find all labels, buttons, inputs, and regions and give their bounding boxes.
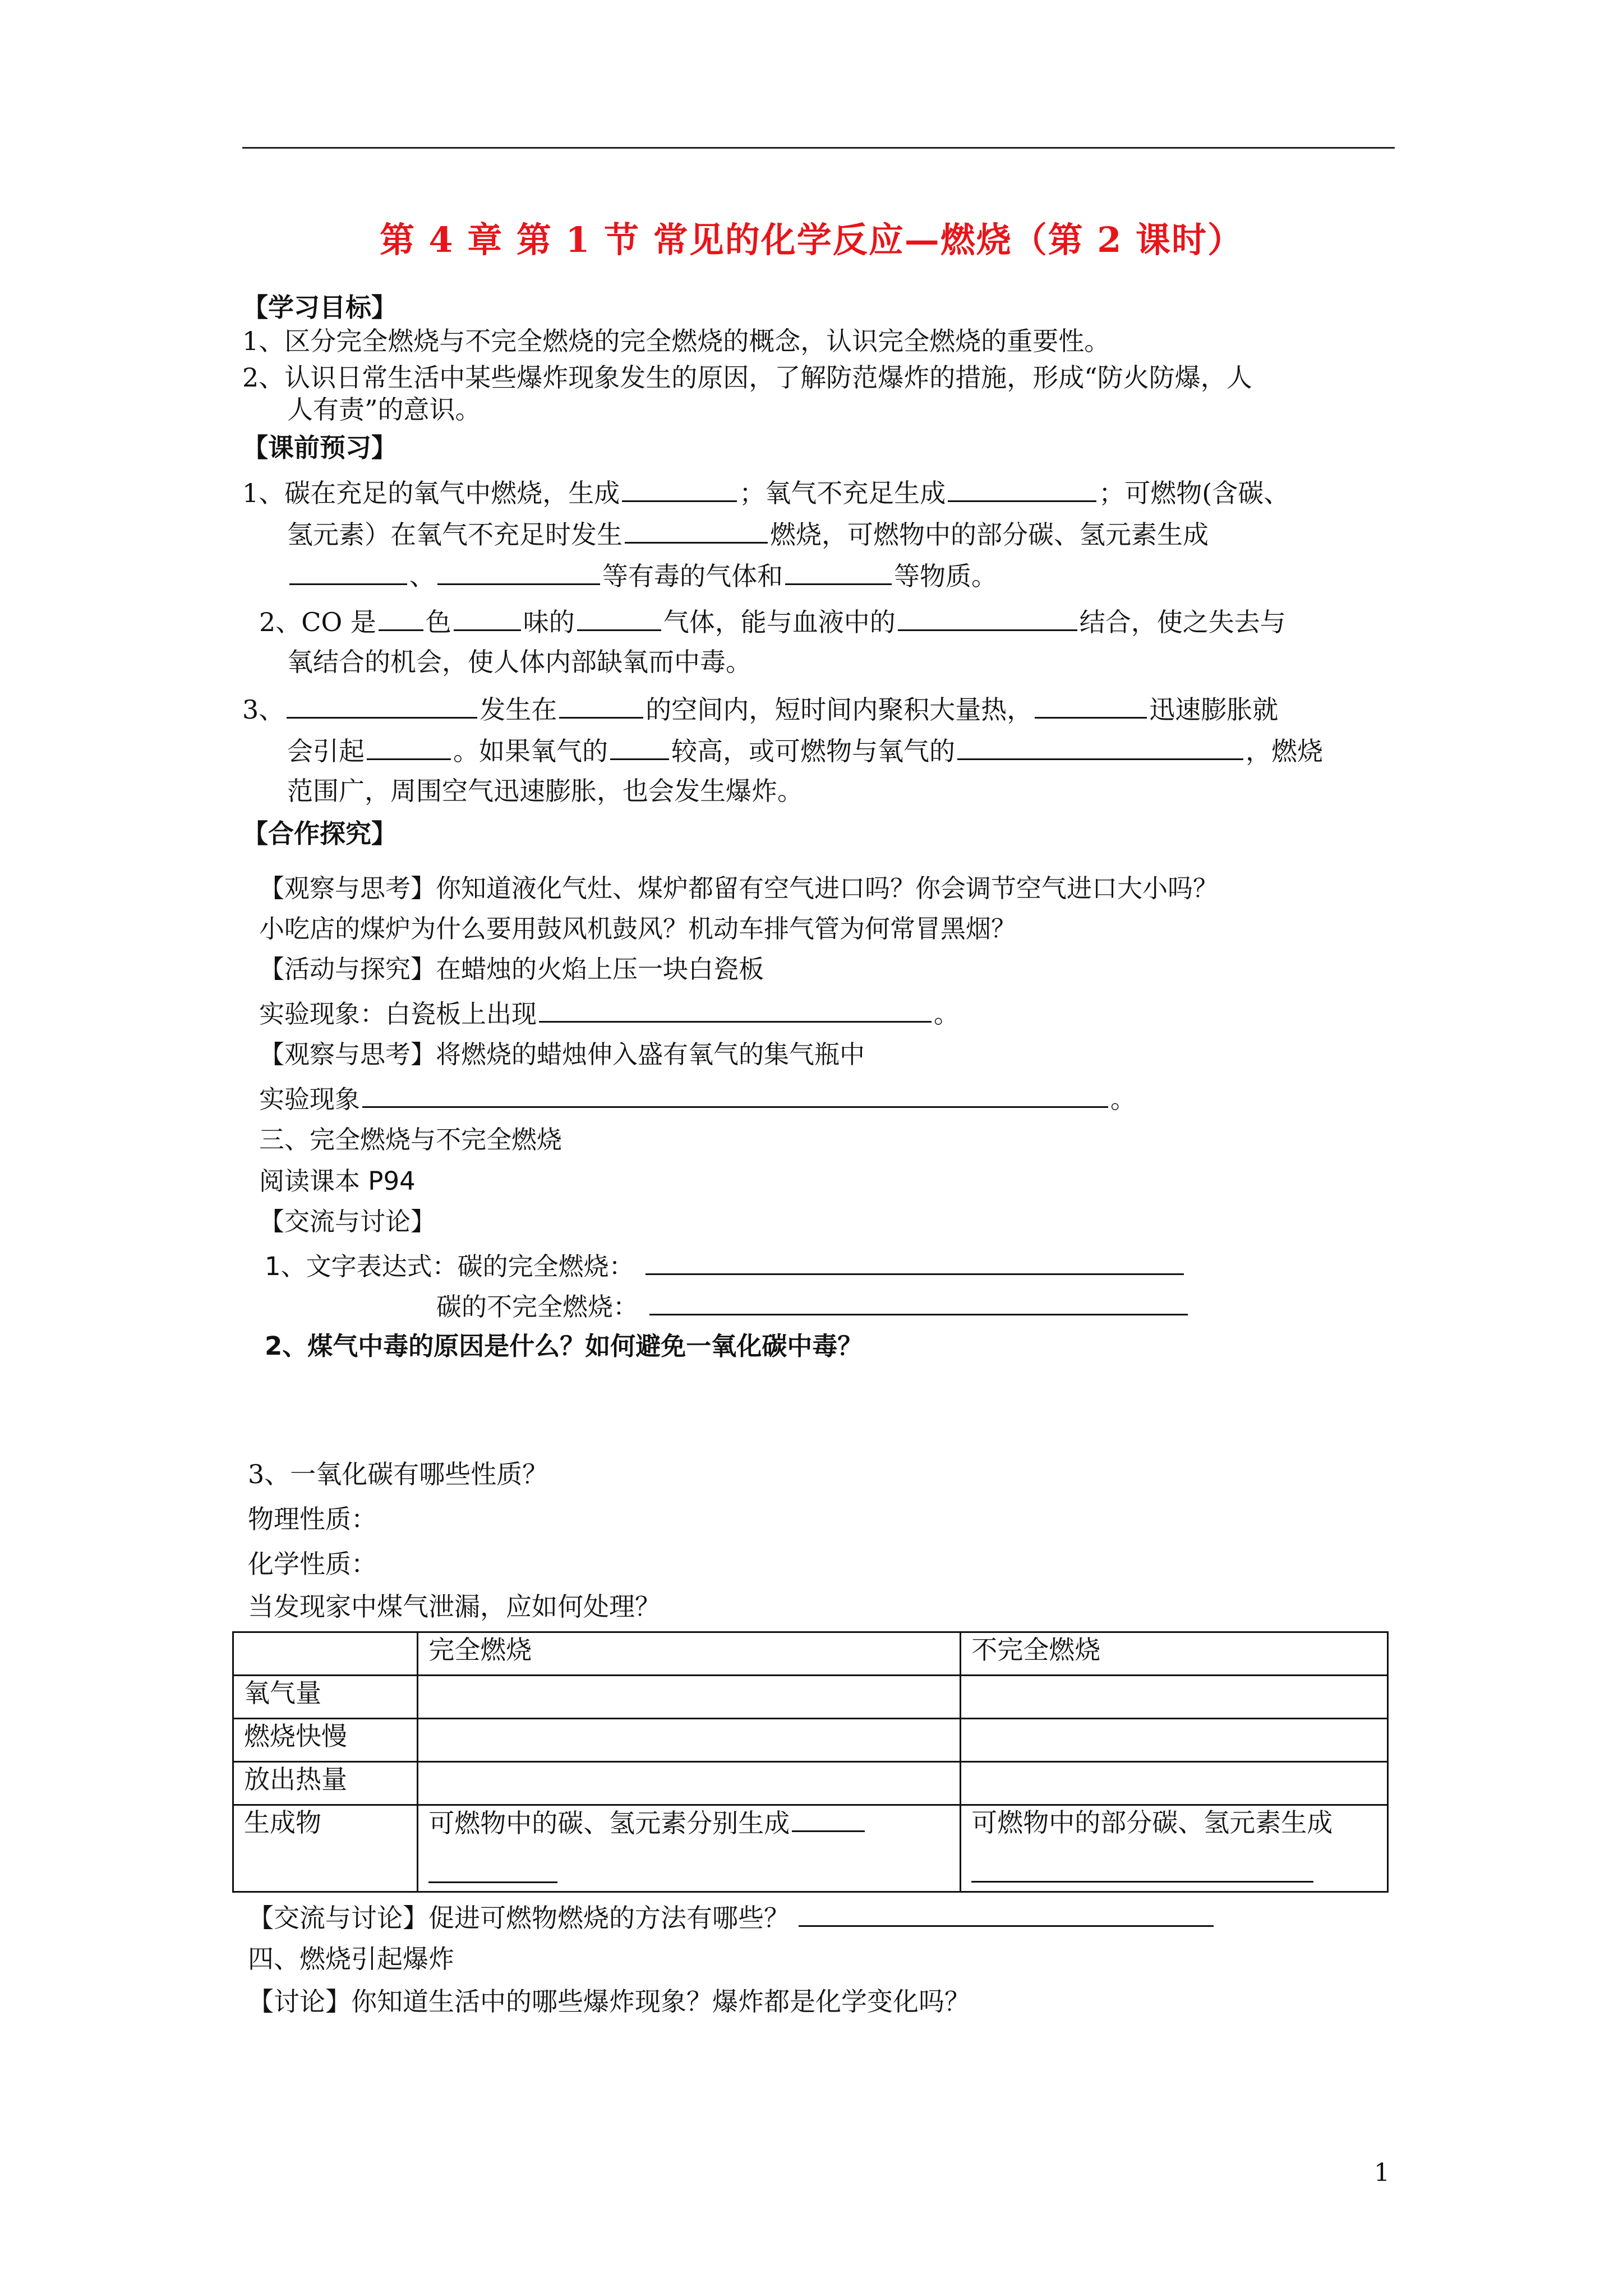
table-row — [233, 1676, 1388, 1719]
experiment-result-1 — [259, 996, 959, 1030]
blank — [1035, 692, 1147, 719]
text: 的空间内，短时间内聚积大量热， — [645, 694, 1033, 725]
text: 【交流与讨论】促进可燃物燃烧的方法有哪些？ — [248, 1903, 790, 1933]
word-equation-incomplete — [436, 1289, 1190, 1323]
chemical-properties: 化学性质： — [248, 1549, 377, 1579]
header-rule — [242, 147, 1395, 149]
discuss-heading: 【交流与讨论】 — [259, 1207, 436, 1236]
text: 。 — [1110, 1084, 1136, 1114]
text: 。如果氧气的 — [453, 736, 608, 766]
co-properties-question: 3、一氧化碳有哪些性质？ — [248, 1459, 548, 1489]
table-cell — [418, 1805, 961, 1892]
observe-think-2: 【观察与思考】将燃烧的蜡烛伸入盛有氧气的集气瓶中 — [259, 1039, 865, 1069]
preview-q3-line-1 — [242, 692, 1278, 725]
blank — [610, 734, 669, 760]
co-poisoning-question: 2、煤气中毒的原因是什么？如何避免一氧化碳中毒？ — [265, 1331, 863, 1361]
text: 等物质。 — [894, 561, 997, 591]
product-incomplete-text: 可燃物中的部分碳、氢元素生成 — [971, 1807, 1333, 1838]
table-header-cell — [233, 1632, 418, 1676]
preview-q2-line-1 — [259, 605, 1286, 638]
text: 氢元素）在氧气不充足时发生 — [287, 519, 623, 550]
page-title: 第 4 章 第 1 节 常见的化学反应—燃烧（第 2 课时） — [379, 219, 1244, 260]
objective-2-line-1: 2、认识日常生活中某些爆炸现象发生的原因，了解防范爆炸的措施，形成“防火防爆，人 — [242, 362, 1252, 393]
text: 等有毒的气体和 — [602, 561, 783, 591]
table-cell — [418, 1676, 961, 1719]
preview-q1-line-3 — [287, 559, 997, 592]
preview-q2-line-2: 氧结合的机会，使人体内部缺氧而中毒。 — [287, 647, 751, 677]
explosion-discussion: 【讨论】你知道生活中的哪些爆炸现象？爆炸都是化学变化吗？ — [248, 1986, 970, 2017]
explore-heading: 【合作探究】 — [242, 818, 397, 849]
experiment-result-2 — [259, 1082, 1136, 1115]
text: 会引起 — [287, 736, 365, 766]
cell-blank-line — [971, 1856, 1377, 1890]
text: 。 — [934, 999, 960, 1029]
blank — [649, 1289, 1188, 1315]
text: 味的 — [523, 607, 575, 637]
text: ；氧气不充足生成 — [739, 478, 946, 508]
text: ，燃烧 — [1246, 736, 1323, 766]
text: 色 — [425, 607, 451, 637]
text: 气体，能与血液中的 — [663, 607, 896, 637]
blank — [379, 605, 423, 631]
section-3-heading: 三、完全燃烧与不完全燃烧 — [259, 1125, 562, 1154]
table-header-row — [233, 1632, 1388, 1676]
row-label: 燃烧快慢 — [233, 1719, 418, 1762]
cell-blank-line — [428, 1857, 949, 1891]
preview-heading: 【课前预习】 — [242, 432, 397, 463]
blank — [957, 734, 1243, 760]
blank — [539, 996, 932, 1023]
blank — [289, 559, 407, 585]
preview-q3-line-2 — [287, 734, 1323, 767]
table-row — [233, 1762, 1388, 1805]
gas-leak-question: 当发现家中煤气泄漏，应如何处理？ — [248, 1591, 661, 1622]
word-equation-complete — [265, 1249, 1186, 1282]
preview-q1-line-1 — [242, 476, 1289, 509]
blank — [971, 1856, 1313, 1883]
table-cell — [961, 1676, 1388, 1719]
observe-think-1-line-2: 小吃店的煤炉为什么要用鼓风机鼓风？机动车排气管为何常冒黑烟？ — [259, 914, 1017, 944]
blank — [367, 734, 451, 760]
text: 2、CO 是 — [259, 607, 376, 637]
text: 发生在 — [479, 694, 557, 725]
table-cell — [418, 1762, 961, 1805]
blank — [785, 559, 892, 585]
read-textbook: 阅读课本 P94 — [259, 1166, 416, 1196]
text: ；可燃物(含碳、 — [1099, 478, 1290, 508]
table-cell — [961, 1719, 1388, 1762]
text: 迅速膨胀就 — [1149, 694, 1279, 725]
blank — [559, 692, 643, 719]
table-row — [233, 1805, 1388, 1892]
row-label: 生成物 — [233, 1805, 418, 1892]
promote-combustion-question — [248, 1901, 1216, 1934]
text: 1、文字表达式：碳的完全燃烧： — [265, 1251, 634, 1281]
blank — [645, 1249, 1184, 1275]
text: 较高，或可燃物与氧气的 — [671, 736, 955, 766]
blank — [898, 605, 1077, 631]
text: 、 — [409, 561, 435, 591]
product-complete-text: 可燃物中的碳、氢元素分别生成 — [428, 1808, 790, 1838]
text: 实验现象：白瓷板上出现 — [259, 999, 537, 1029]
preview-q3-line-3: 范围广，周围空气迅速膨胀，也会发生爆炸。 — [287, 776, 803, 806]
blank — [622, 476, 737, 502]
text: 1、碳在充足的氧气中燃烧，生成 — [242, 478, 620, 508]
table-cell — [961, 1805, 1388, 1892]
blank — [428, 1857, 557, 1883]
combustion-comparison-table — [232, 1631, 1389, 1893]
row-label: 氧气量 — [233, 1676, 418, 1719]
activity-explore: 【活动与探究】在蜡烛的火焰上压一块白瓷板 — [259, 954, 764, 984]
text: 结合，使之失去与 — [1079, 607, 1286, 637]
blank — [454, 605, 521, 631]
physical-properties: 物理性质： — [248, 1504, 377, 1534]
blank — [948, 476, 1096, 502]
blank — [799, 1901, 1214, 1927]
observe-think-1-line-1: 【观察与思考】你知道液化气灶、煤炉都留有空气进口吗？你会调节空气进口大小吗？ — [259, 873, 1219, 903]
text: 3、 — [242, 694, 285, 725]
blank — [287, 692, 477, 719]
objectives-heading: 【学习目标】 — [242, 292, 397, 323]
blank — [792, 1806, 865, 1832]
section-4-heading: 四、燃烧引起爆炸 — [248, 1944, 454, 1974]
objective-1: 1、区分完全燃烧与不完全燃烧的完全燃烧的概念，认识完全燃烧的重要性。 — [242, 326, 1110, 356]
blank — [625, 517, 768, 544]
text: 燃烧，可燃物中的部分碳、氢元素生成 — [770, 519, 1209, 550]
blank — [362, 1082, 1108, 1108]
text: 实验现象 — [259, 1084, 361, 1114]
blank — [437, 559, 600, 585]
blank — [577, 605, 661, 631]
table-cell — [961, 1762, 1388, 1805]
table-header-cell: 不完全燃烧 — [961, 1632, 1388, 1676]
page-number: 1 — [1374, 2159, 1390, 2187]
objective-2-line-2: 人有责”的意识。 — [287, 394, 481, 425]
preview-q1-line-2 — [287, 517, 1209, 550]
row-label: 放出热量 — [233, 1762, 418, 1805]
text: 碳的不完全燃烧： — [436, 1292, 639, 1322]
table-row — [233, 1719, 1388, 1762]
table-header-cell: 完全燃烧 — [418, 1632, 961, 1676]
table-cell — [418, 1719, 961, 1762]
